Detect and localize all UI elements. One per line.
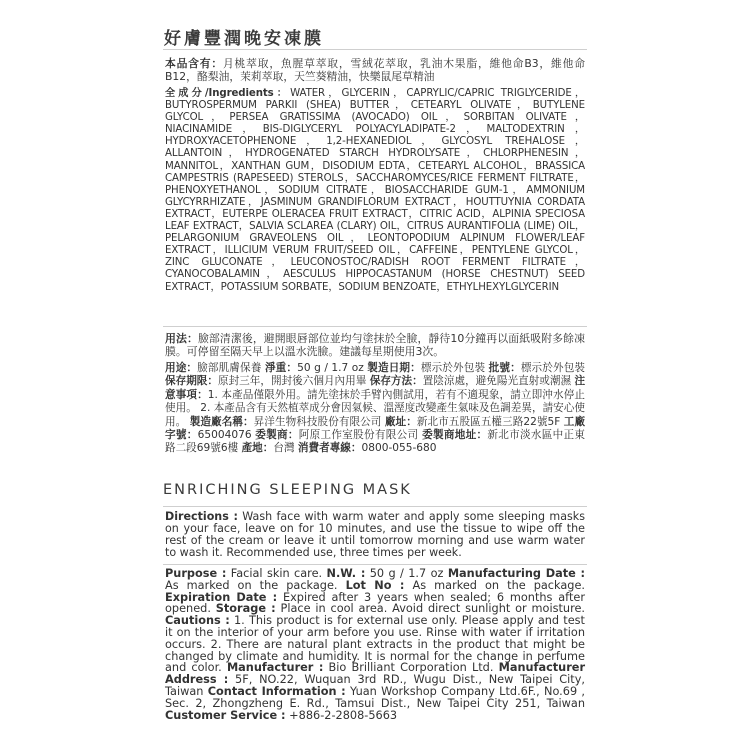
product-title-en: ENRICHING SLEEPING MASK: [163, 482, 412, 498]
service-en-text: +886-2-2808-5663: [289, 708, 398, 722]
nw-label: N.W. :: [326, 567, 366, 580]
directions-en: [165, 511, 585, 559]
key-ingredients-zh: [165, 57, 585, 83]
purpose-label: 用途：: [165, 362, 198, 374]
usage-zh: [165, 332, 585, 359]
usage-label: 用法：: [165, 332, 198, 345]
lot-en-text: As marked on the package.: [412, 578, 585, 592]
caution-text: 1. 本產品僅限外用。請先塗抹於手臂內側試用，若有不適現象，請立即沖水停止使用。 2. 本產品含有天然植萃成分會因氣候、溫溼度改變產生氣味及色調差異，請安心使用。: [165, 388, 585, 428]
agent-address-text: 新北市淡水區中正東路二段69號6樓: [165, 429, 586, 455]
cautions-en-text: 1. This product is for external use only. Please apply and test it on the interior of your arm before you use. Rinse with water if irritation occurs. 2. There are natural plant extracts in the product that might be changed by climate and humidity. It is normal for the change in perfume and color.: [165, 614, 585, 675]
expiry-text: 原封三年，開封後六個月內用畢: [217, 375, 367, 388]
divider: [163, 326, 587, 327]
net-weight-label: 淨重：: [264, 362, 298, 374]
agent-label: 委製商：: [255, 429, 299, 442]
cautions-en-label: Cautions :: [165, 614, 230, 628]
origin-label: 產地：: [241, 442, 274, 455]
factory-label: 廠址：: [384, 415, 417, 428]
mfg-date-text: 標示於外包裝: [420, 362, 486, 374]
ingredients-text: 月桃萃取，魚腥草萃取，雪絨花萃取，乳油木果脂，維他命B3，維他命B12，酪梨油，茉莉萃取，天竺葵精油，快樂鼠尾草精油: [165, 57, 586, 84]
details-en: [165, 568, 585, 721]
nw-text: 50 g / 1.7 oz: [369, 567, 444, 580]
ingredients-label: 本品含有：: [165, 57, 223, 70]
divider: [163, 564, 587, 565]
purpose-text: 臉部肌膚保養: [197, 362, 262, 374]
full-ingredients-label: 全成分/Ingredients：: [165, 88, 291, 99]
hotline-label: 消費者專線：: [297, 442, 362, 455]
registration-label: 工廠字號：: [165, 415, 586, 442]
expiry-en-label: Expiration Date :: [165, 590, 278, 604]
factory-text: 新北市五股區五權三路22號5F: [416, 415, 561, 428]
manufacturer-en-text: Bio Brilliant Corporation Ltd.: [328, 661, 494, 675]
net-weight-text: 50 g / 1.7 oz: [297, 362, 364, 374]
divider: [163, 49, 587, 50]
hotline-text: 0800-055-680: [361, 442, 437, 455]
address-en-text: 5F, NO.22, Wuquan 3rd RD., Wugu Dist., New Taipei City, Taiwan: [165, 673, 585, 698]
mfg-en-label: Manufacturing Date :: [447, 567, 586, 580]
contact-en-label: Contact Information :: [207, 684, 346, 698]
expiry-label: 保存期限：: [165, 375, 218, 388]
storage-text: 置陰涼處，避免陽光直射或潮濕: [422, 375, 572, 388]
lot-label: 批號：: [488, 362, 521, 374]
service-en-label: Customer Service :: [165, 708, 286, 722]
maker-text: 昇洋生物科技股份有限公司: [253, 415, 382, 428]
directions-label: Directions :: [165, 510, 238, 523]
origin-text: 台灣: [273, 442, 295, 455]
usage-text: 臉部清潔後，避開眼唇部位並均勻塗抹於全臉，靜待10分鐘再以面紙吸附多餘凍膜。可停留至隔天早上以溫水洗臉。建議每星期使用3次。: [165, 332, 585, 359]
storage-en-text: Place in cool area. Avoid direct sunlight or moisture.: [280, 602, 586, 616]
details-zh: [165, 362, 585, 456]
purpose-en-label: Purpose :: [165, 567, 227, 580]
caution-label: 注意事項：: [165, 375, 586, 401]
divider: [163, 506, 587, 507]
agent-address-label: 委製商地址：: [422, 429, 488, 442]
registration-text: 65004076: [197, 429, 252, 442]
product-title-zh: 好膚豐潤晚安凍膜: [164, 29, 324, 49]
lot-text: 標示於外包裝: [520, 362, 586, 374]
manufacturer-en-label: Manufacturer :: [226, 661, 324, 675]
contact-en-text: Yuan Workshop Company Ltd.6F., No.69 , Sec. 2, Zhongzheng E. Rd., Tamsui Dist., New Taipei City 251, Taiwan: [165, 684, 586, 710]
directions-text: Wash face with warm water and apply some sleeping masks on your face, leave on for 10 minutes, and use the tissue to wipe off the rest of the cream or leave it until tomorrow morning and use warm water to wash it. Recommended use, three times per week.: [165, 510, 586, 559]
address-en-label: Manufacturer Address :: [165, 661, 586, 687]
mfg-en-text: As marked on the package.: [165, 578, 338, 592]
storage-en-label: Storage :: [215, 602, 276, 616]
full-ingredients-text: WATER，GLYCERIN，CAPRYLIC/CAPRIC TRIGLYCERIDE，BUTYROSPERMUM PARKII (SHEA) BUTTER，CETEARYL OLIVATE，BUTYLENE GLYCOL，PERSEA GRATISSIMA (AVOCADO) OIL，SORBITAN OLIVATE，NIACINAMIDE，BIS-DIGLYCERYL POLYACYLADIPATE-2，MALTODEXTRIN，HYDROXYACETOPHENONE，1,2-HEXANEDIOL，GLYCOSYL TREHALOSE，ALLANTOIN，HYDROGENATED STARCH HYDROLYSATE，CHLORPHENESIN，MANNITOL，XANTHAN GUM，DISODIUM EDTA，CETEARYL ALCOHOL，BRASSICA CAMPESTRIS (RAPESEED) STEROLS，SACCHAROMYCES/RICE FERMENT FILTRATE，PHENOXYETHANOL，SODIUM CITRATE，BIOSACCHARIDE GUM-1，AMMONIUM GLYCYRRHIZATE，JASMINUM GRANDIFLORUM EXTRACT，HOUTTUYNIA CORDATA EXTRACT，EUTERPE OLERACEA FRUIT EXTRACT，CITRIC ACID，ALPINIA SPECIOSA LEAF EXTRACT，SALVIA SCLAREA (CLARY) OIL，CITRUS AURANTIFOLIA (LIME) OIL，PELARGONIUM GRAVEOLENS OIL，LEONTOPODIUM ALPINUM FLOWER/LEAF EXTRACT，ILLICIUM VERUM FRUIT/SEED OIL，CAFFEINE，PENTYLENE GLYCOL，ZINC GLUCONATE，LEUCONOSTOC/RADISH ROOT FERMENT FILTRATE，CYANOCOBALAMIN，AESCULUS HIPPOCASTANUM (HORSE CHESTNUT) SEED EXTRACT，POTASSIUM SORBATE，SODIUM BENZOATE，ETHYLHEXYLGLYCERIN: [165, 88, 585, 293]
purpose-en-text: Facial skin care.: [230, 567, 323, 580]
maker-label: 製造廠名稱：: [189, 415, 254, 428]
mfg-date-label: 製造日期：: [367, 362, 421, 374]
full-ingredients: [165, 88, 585, 294]
agent-text: 阿原工作室股份有限公司: [298, 429, 419, 442]
expiry-en-text: Expired after 3 years when sealed; 6 months after opened.: [165, 590, 585, 616]
storage-label: 保存方法：: [369, 375, 423, 388]
lot-en-label: Lot No :: [345, 578, 405, 592]
